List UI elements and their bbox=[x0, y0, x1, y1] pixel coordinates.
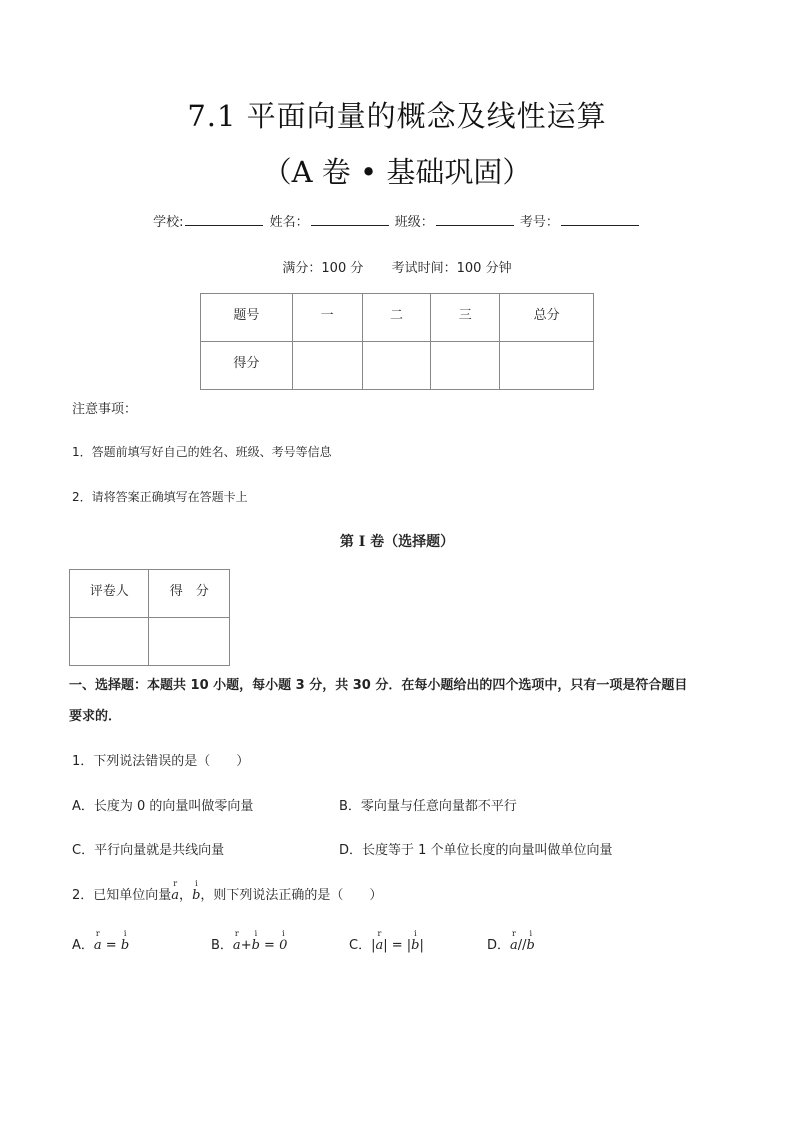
part-instruction: 一、选择题：本题共 10 小题，每小题 3 分，共 30 分．在每小题给出的四个选项中，只有一项是符合题目 bbox=[69, 678, 688, 693]
question-stem: 2．已知单位向量r a，i b，则下列说法正确的是（ ） bbox=[72, 884, 382, 903]
table-cell: 三 bbox=[431, 294, 500, 342]
table-cell: 二 bbox=[362, 294, 431, 342]
name-label: 姓名： bbox=[269, 215, 309, 230]
notice-item: 2．请将答案正确填写在答题卡上 bbox=[72, 490, 248, 504]
score-input-cell[interactable] bbox=[362, 342, 431, 390]
score-table-header-row bbox=[201, 294, 594, 342]
student-info-line bbox=[0, 211, 794, 230]
section-heading: 第 I 卷（选择题） bbox=[339, 534, 455, 550]
full-score: 满分：100 分 bbox=[282, 261, 364, 276]
exam-info-line bbox=[0, 257, 794, 276]
page-subtitle: （A 卷 • 基础巩固） bbox=[262, 155, 532, 189]
table-cell: 题号 bbox=[201, 294, 293, 342]
class-label: 班级： bbox=[394, 215, 434, 230]
option-a[interactable]: A．r a = i b bbox=[72, 934, 129, 953]
part-instruction: 要求的． bbox=[69, 709, 122, 724]
score-input-cell[interactable] bbox=[149, 618, 230, 666]
option-d[interactable]: D．r a//i b bbox=[487, 934, 535, 953]
score-input-cell[interactable] bbox=[292, 342, 362, 390]
option-b[interactable]: B．零向量与任意向量都不平行 bbox=[339, 799, 517, 814]
notice-title: 注意事项： bbox=[72, 402, 138, 417]
formula: r a+i b = i 0 bbox=[233, 938, 287, 953]
number-blank[interactable] bbox=[561, 212, 639, 226]
question-stem: 1．下列说法错误的是（ ） bbox=[72, 754, 250, 769]
number-label: 考号： bbox=[519, 215, 559, 230]
table-cell: 总分 bbox=[500, 294, 594, 342]
notice-item: 1．答题前填写好自己的姓名、班级、考号等信息 bbox=[72, 445, 332, 459]
class-blank[interactable] bbox=[436, 212, 514, 226]
formula: r a = i b bbox=[94, 938, 129, 953]
grader-table bbox=[69, 569, 230, 666]
option-b[interactable]: B．r a+i b = i 0 bbox=[211, 934, 287, 953]
score-table bbox=[200, 293, 594, 390]
name-blank[interactable] bbox=[311, 212, 389, 226]
grader-input-cell[interactable] bbox=[70, 618, 149, 666]
page-title: 7.1 平面向量的概念及线性运算 bbox=[187, 99, 607, 133]
score-table-score-row bbox=[201, 342, 594, 390]
score-input-cell[interactable] bbox=[431, 342, 500, 390]
option-c[interactable]: C．平行向量就是共线向量 bbox=[72, 843, 225, 858]
formula: r a//i b bbox=[510, 938, 535, 953]
option-a[interactable]: A．长度为 0 的向量叫做零向量 bbox=[72, 799, 254, 814]
formula: |r a| = |i b| bbox=[371, 938, 424, 953]
score-input-cell[interactable] bbox=[500, 342, 594, 390]
option-d[interactable]: D．长度等于 1 个单位长度的向量叫做单位向量 bbox=[339, 843, 613, 858]
table-cell: 评卷人 bbox=[70, 570, 149, 618]
school-blank[interactable] bbox=[185, 212, 263, 226]
school-label: 学校: bbox=[153, 215, 184, 230]
table-cell: 一 bbox=[292, 294, 362, 342]
option-c[interactable]: C．|r a| = |i b| bbox=[349, 934, 424, 953]
table-cell: 得分 bbox=[201, 342, 293, 390]
table-cell: 得 分 bbox=[149, 570, 230, 618]
exam-time: 考试时间：100 分钟 bbox=[391, 261, 512, 276]
